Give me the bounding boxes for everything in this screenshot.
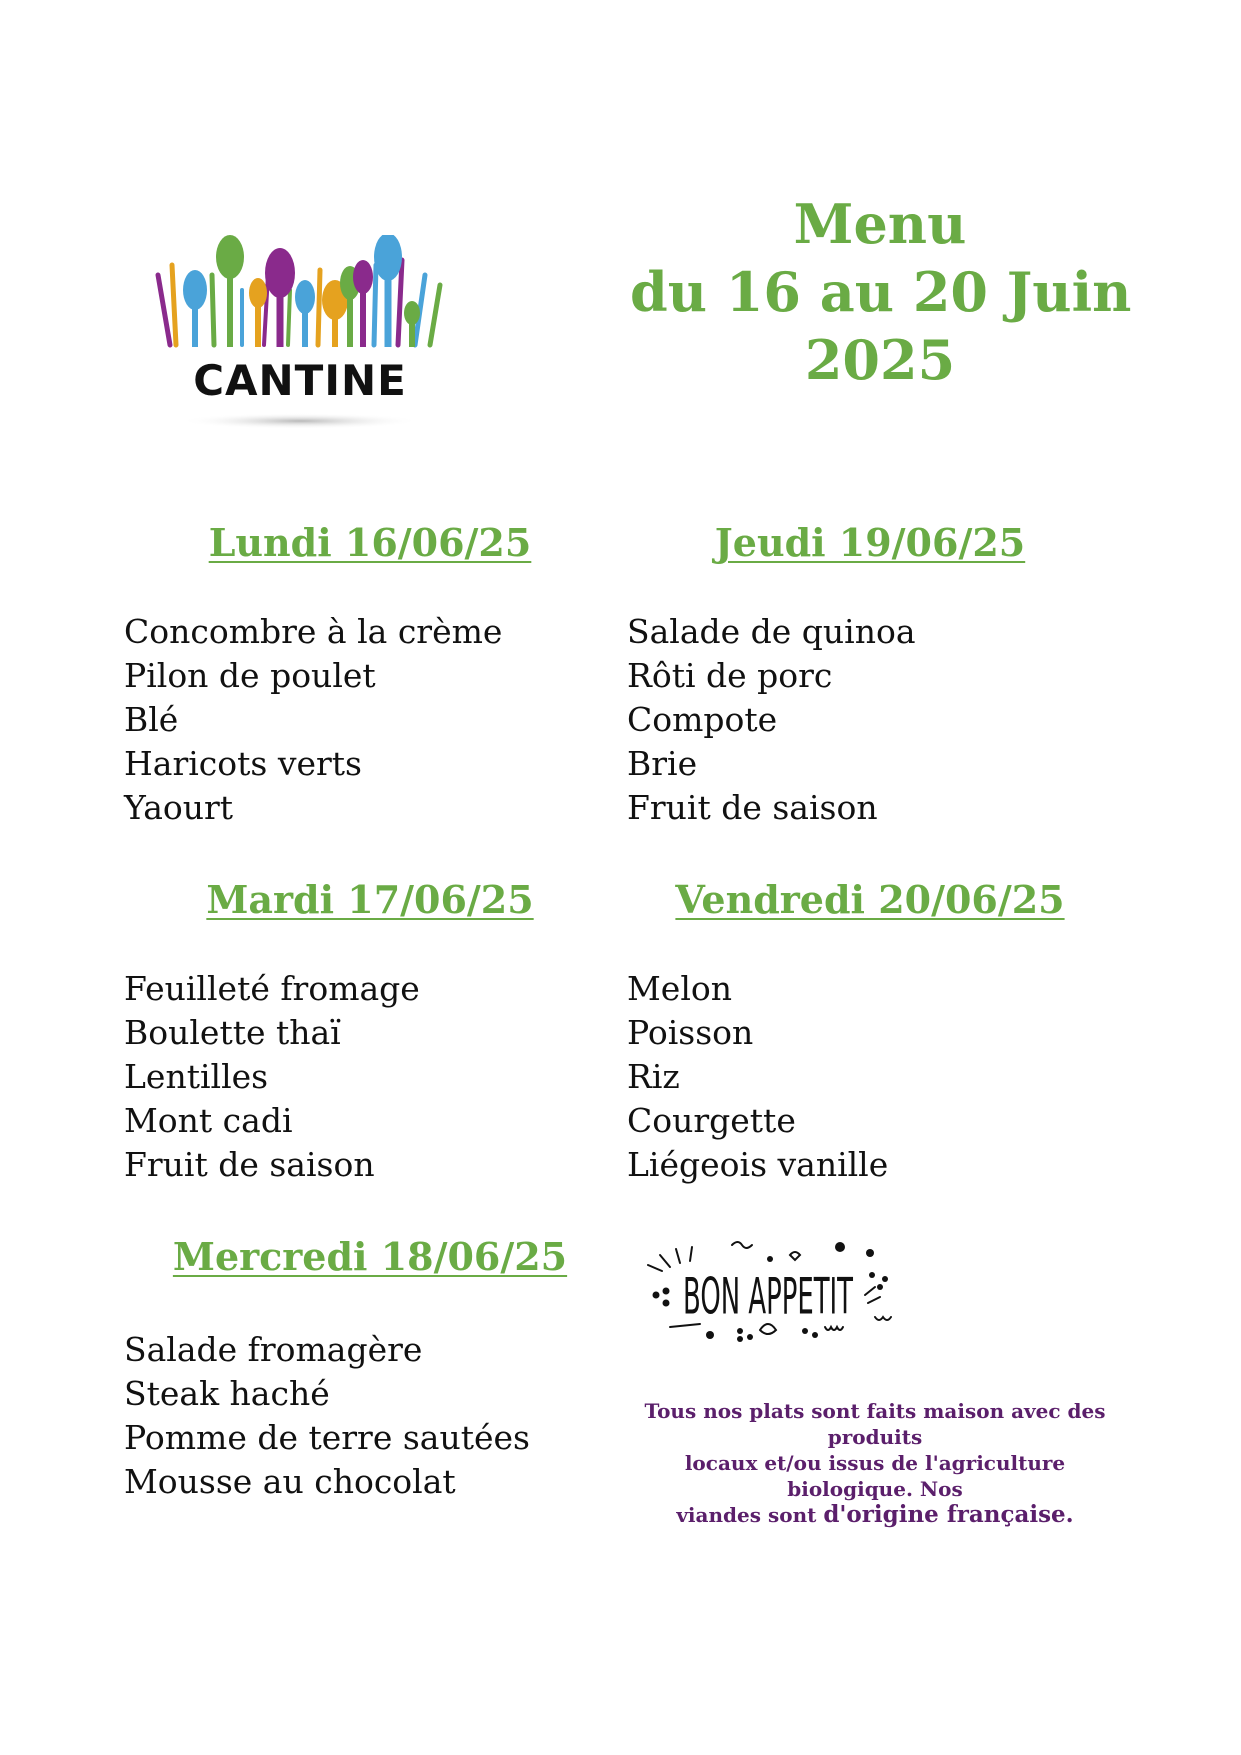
dish-item: Courgette	[627, 1101, 796, 1140]
menu-title-line-3: 2025	[804, 328, 956, 392]
bon-appetit-text: BON APPETIT	[683, 1267, 854, 1326]
dish-item: Concombre à la crème	[124, 612, 503, 651]
dish-list-mercredi	[124, 1328, 530, 1504]
dish-item: Poisson	[627, 1013, 754, 1052]
dish-item: Fruit de saison	[627, 788, 878, 827]
menu-title-line-2: du 16 au 20 Juin	[630, 260, 1132, 324]
logo-text: CANTINE	[193, 356, 407, 405]
footer-line-3-emphasis: d'origine française.	[823, 1501, 1074, 1528]
dish-item: Brie	[627, 744, 698, 783]
dish-item: Pomme de terre sautées	[124, 1418, 530, 1457]
cantine-logo	[150, 235, 450, 445]
day-heading-mercredi: Mercredi 18/06/25	[172, 1234, 568, 1279]
dish-item: Fruit de saison	[124, 1145, 375, 1184]
bon-appetit-doodle-icon	[640, 1235, 940, 1355]
menu-title	[630, 190, 1130, 394]
dish-list-lundi	[124, 610, 502, 830]
dish-item: Steak haché	[124, 1374, 330, 1413]
dish-item: Salade fromagère	[124, 1330, 423, 1369]
day-heading-mardi: Mardi 17/06/25	[206, 877, 534, 922]
dish-list-mardi	[124, 967, 420, 1187]
footer-line-3-start: viandes sont	[676, 1503, 824, 1527]
dish-item: Liégeois vanille	[627, 1145, 889, 1184]
dish-list-jeudi	[627, 610, 916, 830]
day-heading-jeudi: Jeudi 19/06/25	[714, 520, 1026, 565]
menu-title-line-1: Menu	[793, 192, 967, 256]
footer-line-1: Tous nos plats sont faits maison avec des produits	[644, 1399, 1106, 1449]
dish-item: Rôti de porc	[627, 656, 833, 695]
footer-note	[630, 1398, 1120, 1528]
dish-item: Pilon de poulet	[124, 656, 376, 695]
dish-item: Yaourt	[124, 788, 234, 827]
dish-item: Boulette thaï	[124, 1013, 341, 1052]
dish-item: Lentilles	[124, 1057, 269, 1096]
footer-line-3	[630, 1502, 1120, 1528]
dish-item: Mont cadi	[124, 1101, 293, 1140]
day-heading-lundi: Lundi 16/06/25	[208, 520, 532, 565]
dish-item: Blé	[124, 700, 179, 739]
footer-line-2: locaux et/ou issus de l'agriculture biologique. Nos	[684, 1451, 1066, 1501]
dish-item: Mousse au chocolat	[124, 1462, 456, 1501]
dish-item: Riz	[627, 1057, 680, 1096]
dish-item: Melon	[627, 969, 732, 1008]
dish-item: Salade de quinoa	[627, 612, 916, 651]
dish-item: Compote	[627, 700, 778, 739]
day-heading-vendredi: Vendredi 20/06/25	[675, 877, 1065, 922]
dish-item: Feuilleté fromage	[124, 969, 420, 1008]
cutlery-spoons-forks-icon	[158, 235, 440, 347]
dish-item: Haricots verts	[124, 744, 362, 783]
dish-list-vendredi	[627, 967, 888, 1187]
